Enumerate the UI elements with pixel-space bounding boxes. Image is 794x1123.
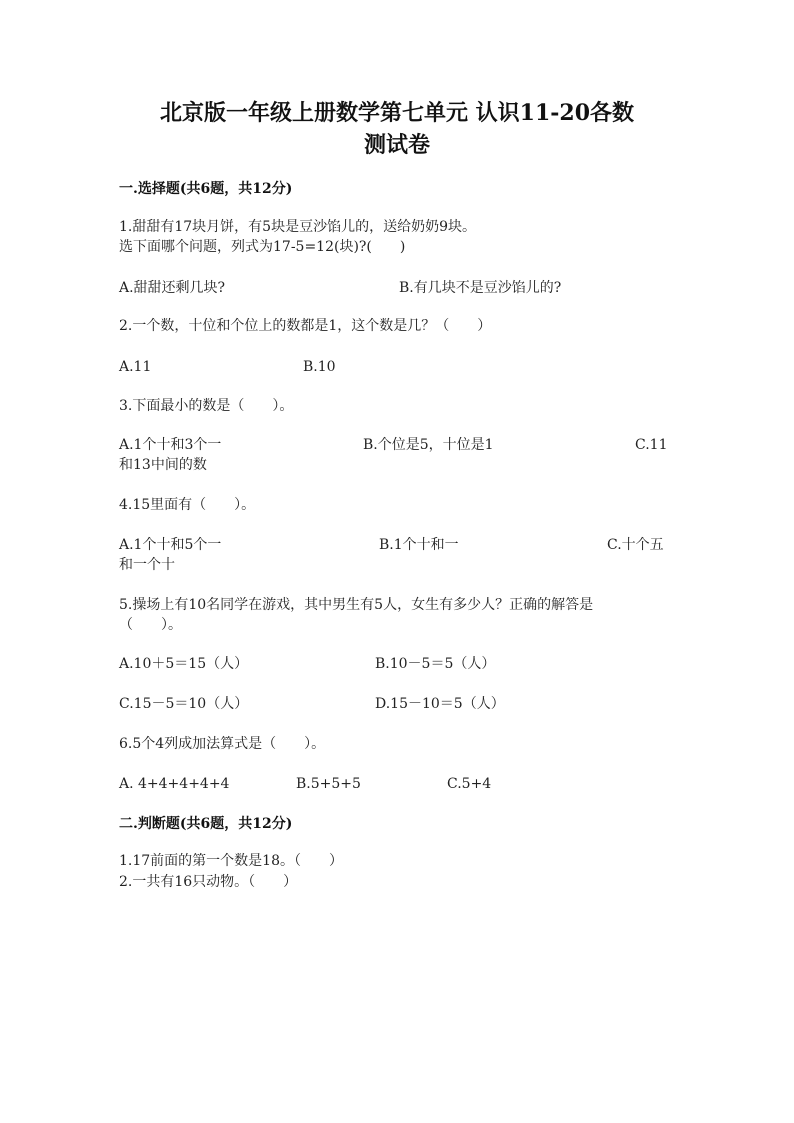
question-3-option-c: C.11 xyxy=(635,437,668,453)
question-2-option-a: A.11 xyxy=(119,359,152,375)
question-5-option-b: B.10－5＝5（人） xyxy=(375,656,496,672)
question-6-option-a: A. 4+4+4+4+4 xyxy=(119,776,230,792)
question-3-option-b: B.个位是5，十位是1 xyxy=(363,437,494,453)
question-1-stem-line2: 选下面哪个问题，列式为17-5=12(块)?( ) xyxy=(119,239,406,255)
question-3-stem: 3.下面最小的数是（ ）。 xyxy=(119,398,294,414)
question-2-option-b: B.10 xyxy=(303,359,336,375)
judgement-item-2: 2.一共有16只动物。（ ） xyxy=(119,874,298,890)
question-6-stem: 6.5个4列成加法算式是（ ）。 xyxy=(119,736,326,752)
question-3-option-c-continued: 和13中间的数 xyxy=(119,457,207,473)
question-5-option-c: C.15－5＝10（人） xyxy=(119,696,249,712)
question-5-stem-line1: 5.操场上有10名同学在游戏，其中男生有5人，女生有多少人？正确的解答是 xyxy=(119,597,594,613)
question-4-option-c: C.十个五 xyxy=(607,537,664,553)
question-3-option-a: A.1个十和3个一 xyxy=(119,437,222,453)
question-5-option-a: A.10＋5＝15（人） xyxy=(119,656,249,672)
question-1-option-b: B.有几块不是豆沙馅儿的? xyxy=(399,280,562,296)
question-1-stem-line1: 1.甜甜有17块月饼，有5块是豆沙馅儿的，送给奶奶9块。 xyxy=(119,219,476,235)
question-5-option-d: D.15－10＝5（人） xyxy=(375,696,505,712)
question-4-option-b: B.1个十和一 xyxy=(379,537,459,553)
question-6-option-b: B.5+5+5 xyxy=(296,776,361,792)
question-4-option-a: A.1个十和5个一 xyxy=(119,537,222,553)
question-2-stem: 2.一个数，十位和个位上的数都是1，这个数是几？（ ） xyxy=(119,318,492,334)
question-6-option-c: C.5+4 xyxy=(447,776,492,792)
question-5-stem-line2: （ ）。 xyxy=(119,617,182,633)
question-4-stem: 4.15里面有（ ）。 xyxy=(119,497,256,513)
section1-heading: 一.选择题(共6题，共12分) xyxy=(119,181,293,197)
question-1-option-a: A.甜甜还剩几块? xyxy=(119,280,226,296)
page-title-line2: 测试卷 xyxy=(363,132,430,158)
page-title-line1: 北京版一年级上册数学第七单元 认识11-20各数 xyxy=(159,100,635,126)
section2-heading: 二.判断题(共6题，共12分) xyxy=(119,816,293,832)
judgement-item-1: 1.17前面的第一个数是18。（ ） xyxy=(119,853,343,869)
question-4-option-c-continued: 和一个十 xyxy=(119,557,175,573)
